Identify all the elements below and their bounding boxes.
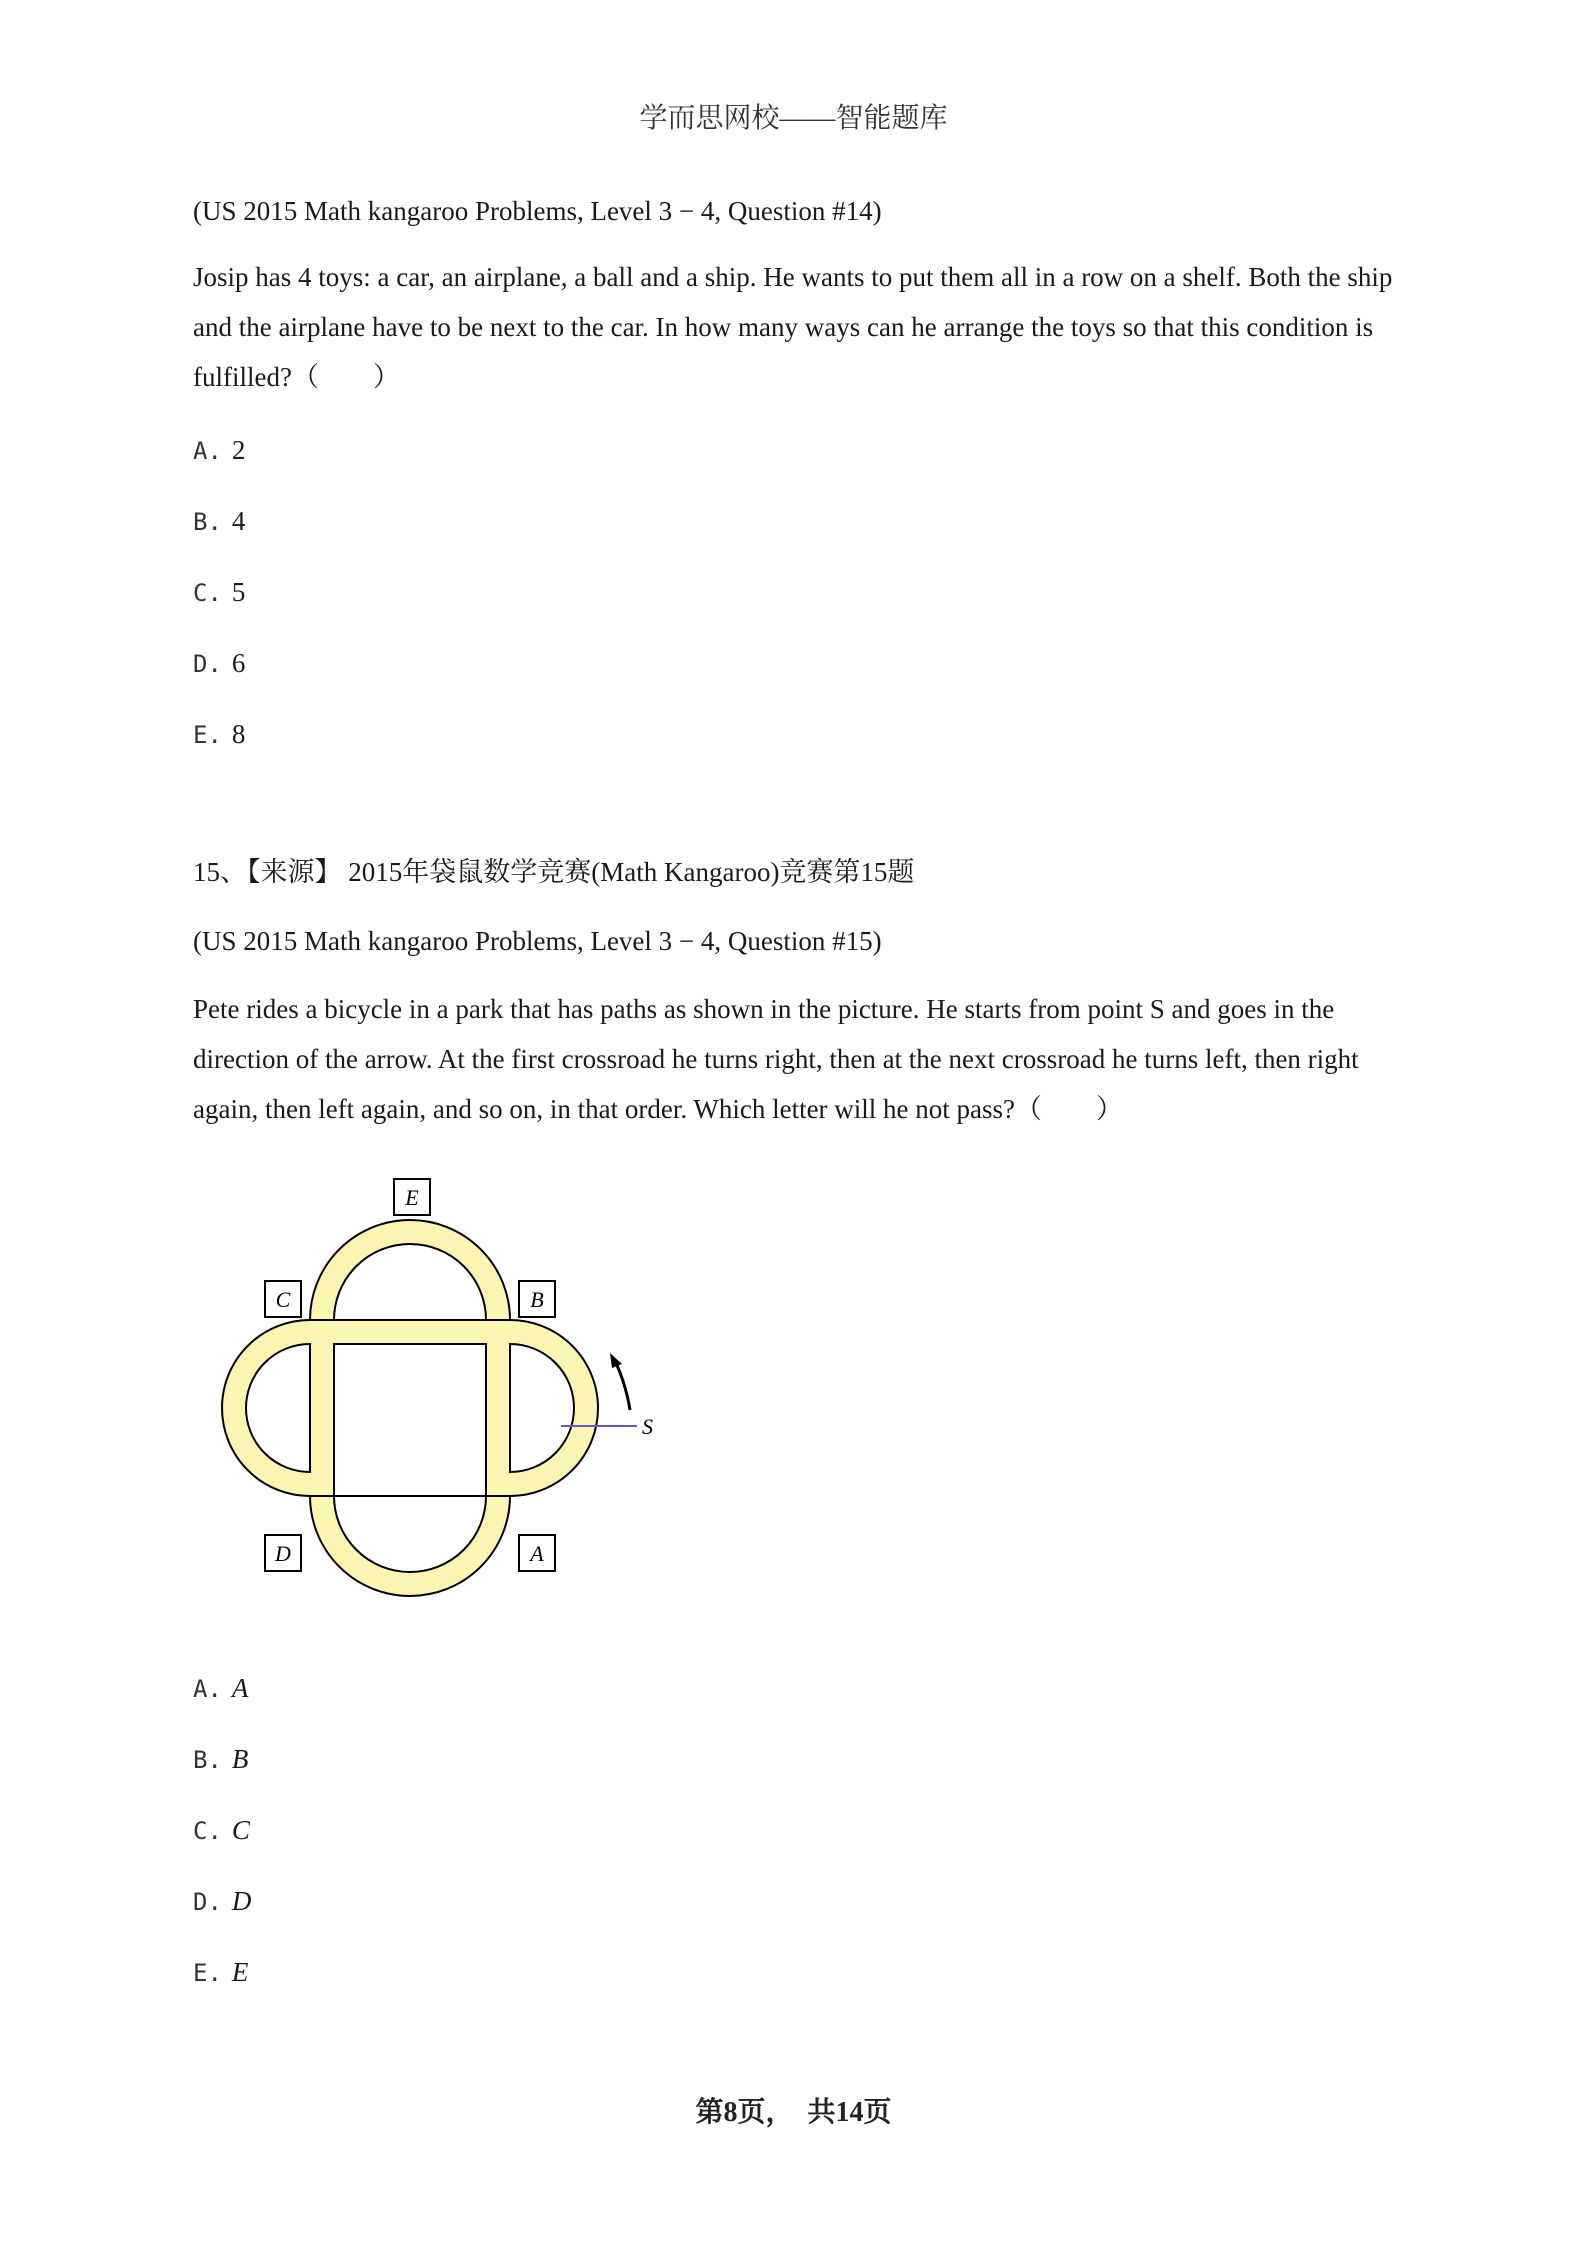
- label-box-e: [394, 1179, 430, 1215]
- label-a: A: [530, 1541, 544, 1566]
- option-value: 8: [231, 719, 246, 749]
- option-letter: B.: [193, 508, 222, 536]
- q15-option-b[interactable]: [193, 1739, 248, 1780]
- label-b: B: [530, 1287, 544, 1312]
- option-value: 5: [231, 577, 246, 607]
- option-letter: C.: [193, 579, 222, 607]
- option-letter: B.: [193, 1746, 222, 1774]
- label-box-b: [519, 1281, 555, 1317]
- q14-question-text: Josip has 4 toys: a car, an airplane, a ball and a ship. He wants to put them all in a row on a shelf. Both the ship and the airplane have to be next to the car. In how many ways can he arrange the toys so that this condition is fulfilled?（ ）: [193, 262, 1393, 392]
- label-box-a: [519, 1535, 555, 1571]
- q15-option-a[interactable]: [193, 1668, 248, 1709]
- option-letter: A.: [193, 1675, 222, 1703]
- horizontal-path-loop: [222, 1320, 598, 1496]
- option-value: 2: [231, 435, 246, 465]
- direction-arrow-icon: [616, 1363, 630, 1410]
- label-box-c: [265, 1281, 301, 1317]
- label-s: S: [642, 1414, 653, 1439]
- option-letter: E.: [193, 721, 222, 749]
- option-value: A: [231, 1673, 249, 1703]
- arrowhead-icon: [610, 1353, 622, 1368]
- option-value: D: [231, 1886, 252, 1916]
- q15-option-d[interactable]: [193, 1881, 251, 1922]
- option-value: 6: [231, 648, 246, 678]
- q14-source-line: (US 2015 Math kangaroo Problems, Level 3 − 4, Question #14): [193, 196, 882, 226]
- option-value: B: [231, 1744, 249, 1774]
- option-letter: D.: [193, 1888, 222, 1916]
- option-letter: E.: [193, 1959, 222, 1987]
- label-d: D: [275, 1541, 291, 1566]
- label-box-d: [265, 1535, 301, 1571]
- label-e: E: [405, 1185, 419, 1210]
- page-header-title: 学而思网校——智能题库: [639, 103, 948, 134]
- option-value: E: [231, 1957, 249, 1987]
- label-c: C: [275, 1287, 291, 1312]
- option-value: 4: [231, 506, 246, 536]
- option-letter: C.: [193, 1817, 222, 1845]
- page-footer-number: 第8页， 共14页: [695, 2097, 892, 2128]
- option-value: C: [231, 1815, 250, 1845]
- q15-source-line: (US 2015 Math kangaroo Problems, Level 3 − 4, Question #15): [193, 926, 882, 956]
- q15-question-text: Pete rides a bicycle in a park that has paths as shown in the picture. He starts from point S and goes in the direction of the arrow. At the first crossroad he turns right, then at the next crossroad he turns left, then right again, then left again, and so on, in that order. Which letter will he not pass?（ ）: [193, 994, 1359, 1124]
- q15-option-c[interactable]: [193, 1810, 250, 1851]
- option-letter: A.: [193, 437, 222, 465]
- q15-heading: 15、【来源】 2015年袋鼠数学竞赛(Math Kangaroo)竞赛第15题: [193, 857, 915, 887]
- q15-option-e[interactable]: [193, 1952, 248, 1993]
- option-letter: D.: [193, 650, 222, 678]
